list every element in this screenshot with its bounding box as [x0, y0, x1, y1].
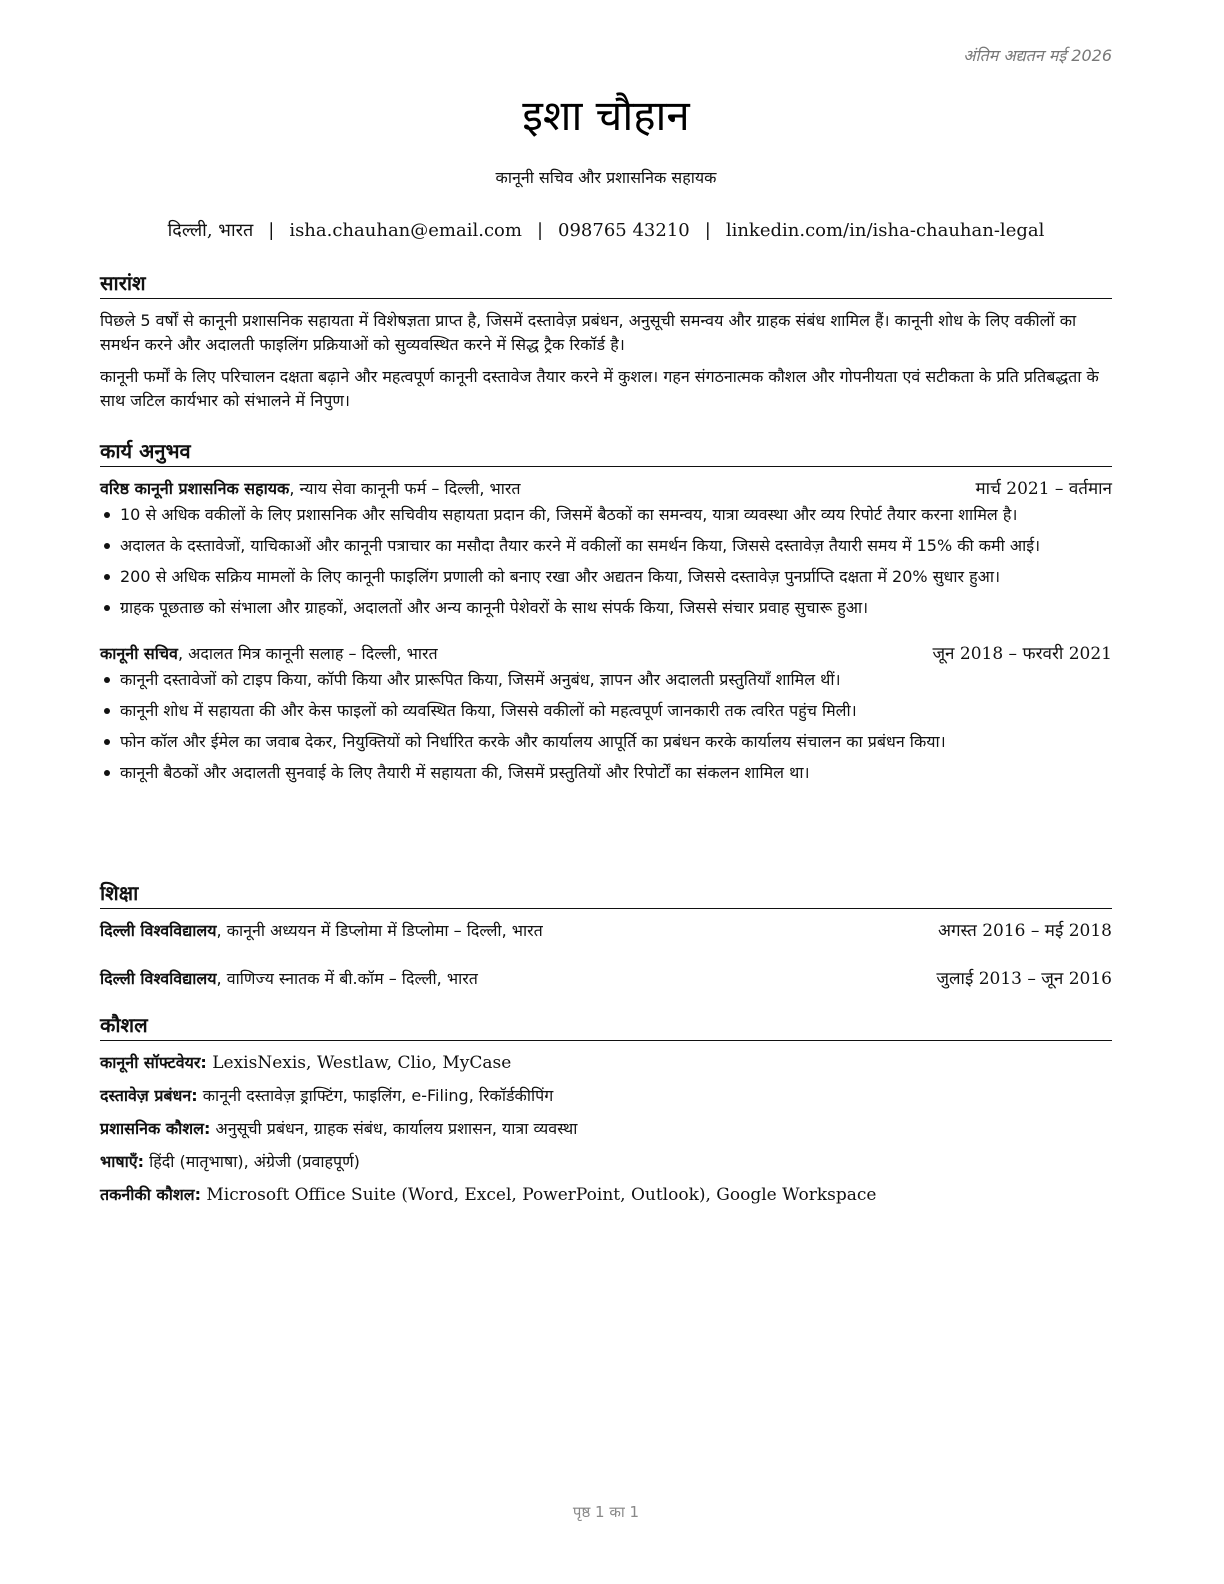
job-bullet: कानूनी दस्तावेजों को टाइप किया, कॉपी किया और प्रारूपित किया, जिसमें अनुबंध, ज्ञापन और अदालती प्रस्तुतियाँ शामिल थीं।: [100, 668, 1112, 692]
skills-section: [100, 1012, 1112, 1216]
job-entry: [100, 477, 1112, 620]
skill-value: LexisNexis, Westlaw, Clio, MyCase: [206, 1053, 512, 1073]
skill-row: [100, 1117, 1112, 1141]
job-header: [100, 642, 1112, 666]
contact-separator: |: [268, 220, 275, 241]
skill-row: [100, 1084, 1112, 1108]
last-updated: अंतिम अद्यतन मई 2026: [963, 46, 1112, 65]
job-dates: जून 2018 – फरवरी 2021: [932, 644, 1112, 664]
contact-location: दिल्ली, भारत: [167, 220, 254, 241]
education-heading: शिक्षा: [100, 880, 1112, 909]
contact-separator: |: [704, 220, 711, 241]
contact-line: [100, 218, 1112, 242]
education-dates: अगस्त 2016 – मई 2018: [937, 921, 1112, 941]
job-role-line: [100, 642, 438, 666]
job-bullet: कानूनी शोध में सहायता की और केस फाइलों को व्यवस्थित किया, जिससे वकीलों को महत्वपूर्ण जानकारी तक त्वरित पहुंच मिली।: [100, 699, 1112, 723]
skill-row: [100, 1150, 1112, 1174]
skill-label: कानूनी सॉफ्टवेयर:: [100, 1053, 207, 1072]
education-entry: [100, 919, 1112, 943]
job-bullet: ग्राहक पूछताछ को संभाला और ग्राहकों, अदालतों और अन्य कानूनी पेशेवरों के साथ संपर्क किया, जिससे संचार प्रवाह सुचारू हुआ।: [100, 596, 1112, 620]
job-bullet: 10 से अधिक वकीलों के लिए प्रशासनिक और सचिवीय सहायता प्रदान की, जिसमें बैठकों का समन्वय, यात्रा व्यवस्था और व्यय रिपोर्ट तैयार करना शामिल है।: [100, 503, 1112, 527]
experience-heading: कार्य अनुभव: [100, 438, 1112, 467]
education-dates: जुलाई 2013 – जून 2016: [936, 969, 1112, 989]
skill-label: दस्तावेज़ प्रबंधन:: [100, 1086, 198, 1105]
job-org: , न्याय सेवा कानूनी फर्म – दिल्ली, भारत: [289, 479, 521, 498]
skill-value: कानूनी दस्तावेज़ ड्राफ्टिंग, फाइलिंग, e-Filing, रिकॉर्डकीपिंग: [197, 1086, 554, 1105]
education-detail: , वाणिज्य स्नातक में बी.कॉम – दिल्ली, भारत: [216, 969, 478, 988]
skill-label: प्रशासनिक कौशल:: [100, 1119, 211, 1138]
summary-heading: सारांश: [100, 270, 1112, 299]
resume-page: [100, 0, 1112, 1584]
education-line: [100, 919, 543, 943]
contact-linkedin[interactable]: linkedin.com/in/isha-chauhan-legal: [725, 220, 1045, 241]
skill-value: अनुसूची प्रबंधन, ग्राहक संबंध, कार्यालय प्रशासन, यात्रा व्यवस्था: [210, 1119, 578, 1138]
job-bullets: [100, 503, 1112, 620]
job-org: , अदालत मित्र कानूनी सलाह – दिल्ली, भारत: [177, 644, 438, 663]
skill-label: भाषाएँ:: [100, 1152, 145, 1171]
summary-paragraph: पिछले 5 वर्षों से कानूनी प्रशासनिक सहायता में विशेषज्ञता प्राप्त है, जिसमें दस्तावेज़ प्रबंधन, अनुसूची समन्वय और ग्राहक संबंध शामिल हैं। कानूनी शोध के लिए वकीलों का समर्थन करने और अदालती फाइलिंग प्रक्रियाओं को सुव्यवस्थित करने में सिद्ध ट्रैक रिकॉर्ड है।: [100, 311, 1077, 354]
experience-section: [100, 438, 1112, 792]
job-bullet: 200 से अधिक सक्रिय मामलों के लिए कानूनी फाइलिंग प्रणाली को बनाए रखा और अद्यतन किया, जिससे दस्तावेज़ पुनर्प्राप्ति दक्षता में 20% सुधार हुआ।: [100, 565, 1112, 589]
job-role-line: [100, 477, 521, 501]
job-header: [100, 477, 1112, 501]
job-role: कानूनी सचिव: [100, 644, 178, 663]
contact-phone: 098765 43210: [558, 220, 690, 241]
education-section: [100, 880, 1112, 991]
education-school: दिल्ली विश्वविद्यालय: [100, 969, 217, 988]
candidate-name: इशा चौहान: [522, 91, 690, 140]
job-bullets: [100, 668, 1112, 785]
education-school: दिल्ली विश्वविद्यालय: [100, 921, 217, 940]
education-entry: [100, 967, 1112, 991]
contact-email[interactable]: isha.chauhan@email.com: [289, 220, 522, 241]
job-dates: मार्च 2021 – वर्तमान: [975, 479, 1112, 499]
education-line: [100, 967, 478, 991]
summary-paragraph: कानूनी फर्मों के लिए परिचालन दक्षता बढ़ाने और महत्वपूर्ण कानूनी दस्तावेज तैयार करने में कुशल। गहन संगठनात्मक कौशल और गोपनीयता एवं सटीकता के प्रति प्रतिबद्धता के साथ जटिल कार्यभार को संभालने में निपुण।: [100, 367, 1099, 410]
skill-row: [100, 1051, 1112, 1075]
candidate-title: कानूनी सचिव और प्रशासनिक सहायक: [495, 168, 717, 187]
skills-heading: कौशल: [100, 1012, 1112, 1041]
contact-separator: |: [536, 220, 544, 241]
education-detail: , कानूनी अध्ययन में डिप्लोमा में डिप्लोमा – दिल्ली, भारत: [216, 921, 543, 940]
page-number: पृष्ठ 1 का 1: [572, 1503, 640, 1521]
job-role: वरिष्ठ कानूनी प्रशासनिक सहायक: [100, 479, 290, 498]
job-bullet: फोन कॉल और ईमेल का जवाब देकर, नियुक्तियों को निर्धारित करके और कार्यालय आपूर्ति का प्रबंधन करके कार्यालय संचालन का प्रबंधन किया।: [100, 730, 1112, 754]
job-bullet: कानूनी बैठकों और अदालती सुनवाई के लिए तैयारी में सहायता की, जिसमें प्रस्तुतियों और रिपोर्टों का संकलन शामिल था।: [100, 761, 1112, 785]
job-bullet: अदालत के दस्तावेजों, याचिकाओं और कानूनी पत्राचार का मसौदा तैयार करने में वकीलों का समर्थन किया, जिससे दस्तावेज़ तैयारी समय में 15% की कमी आई।: [100, 534, 1112, 558]
skill-value: हिंदी (मातृभाषा), अंग्रेजी (प्रवाहपूर्ण): [144, 1152, 360, 1171]
skill-row: [100, 1183, 1112, 1207]
job-entry: [100, 642, 1112, 785]
skill-label: तकनीकी कौशल:: [100, 1185, 201, 1204]
summary-section: [100, 270, 1112, 421]
skill-value: Microsoft Office Suite (Word, Excel, PowerPoint, Outlook), Google Workspace: [201, 1185, 877, 1205]
